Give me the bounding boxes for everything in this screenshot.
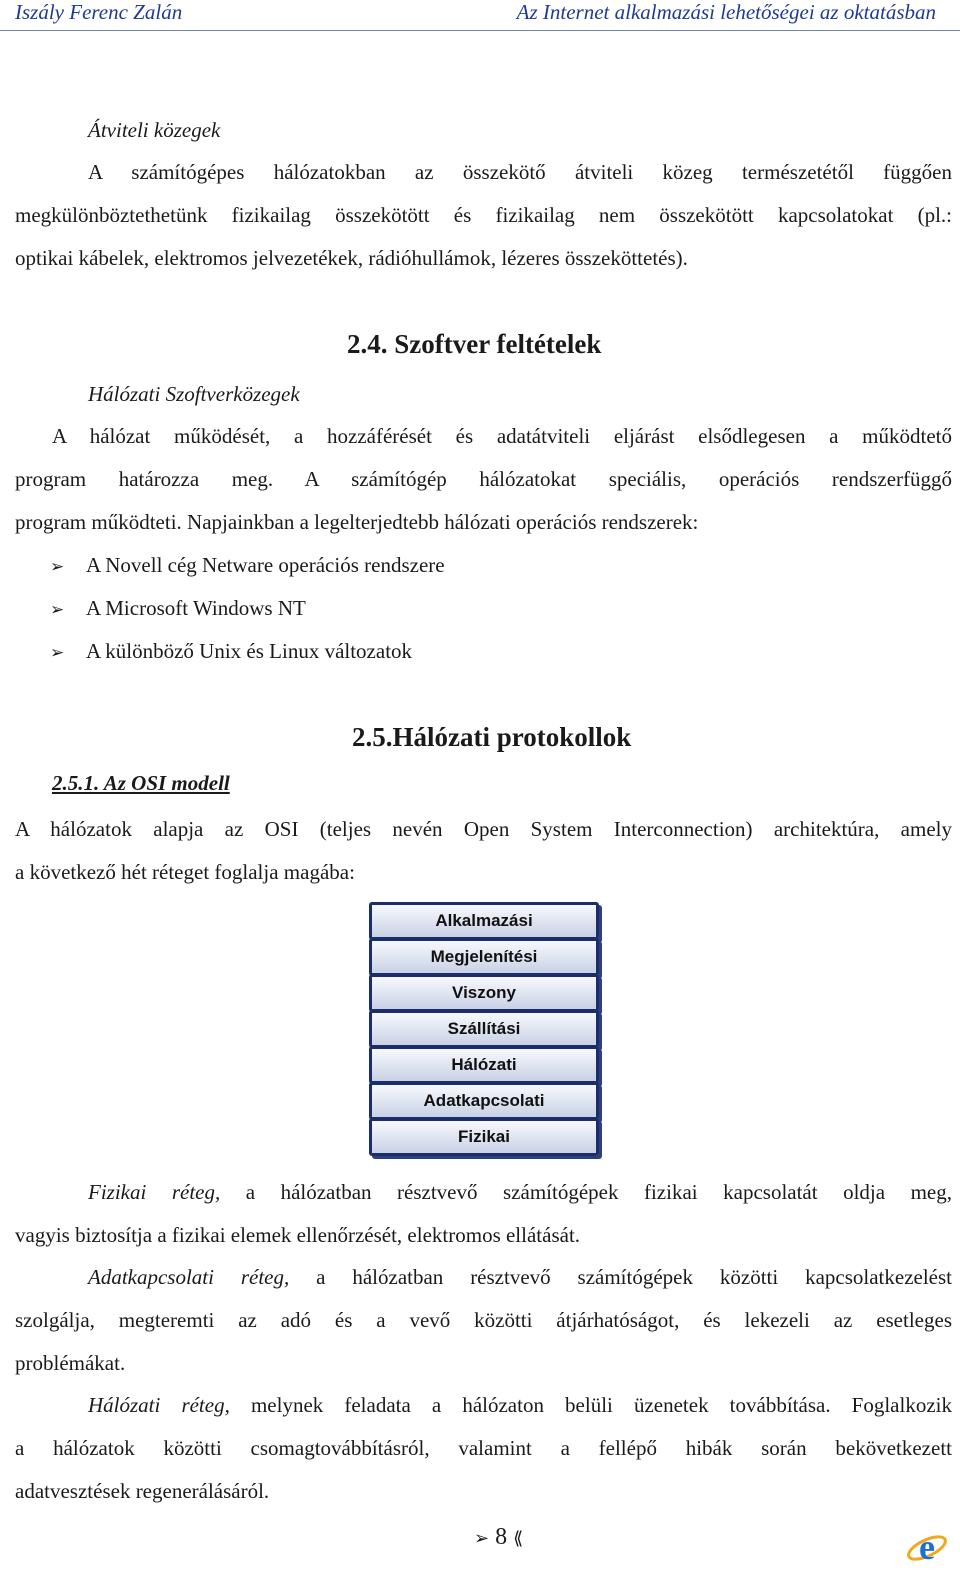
list-item: ➢ A Microsoft Windows NT	[50, 595, 306, 623]
page-number-footer	[474, 1524, 523, 1551]
transmission-heading: Átviteli közegek	[88, 118, 221, 142]
osi-layer-presentation: Megjelenítési	[369, 938, 599, 976]
transmission-line-3: optikai kábelek, elektromos jelvezetékek, rádióhullámok, lézeres összeköttetés).	[15, 246, 688, 270]
svg-text:e: e	[919, 1527, 935, 1567]
arrowhead-right-icon: ➢	[474, 1528, 490, 1549]
software-line-3: program működteti. Napjainkban a legelterjedtebb hálózati operációs rendszerek:	[15, 510, 699, 534]
list-item: ➢ A Novell cég Netware operációs rendszere	[50, 552, 445, 580]
physical-desc-line-2: vagyis biztosítja a fizikai elemek ellenőrzését, elektromos ellátását.	[15, 1223, 581, 1247]
physical-term: Fizikai réteg,	[88, 1180, 221, 1204]
protocols-line-1: A hálózatok alapja az OSI (teljes nevén Open System Interconnection) architektúra, amely	[15, 817, 952, 841]
physical-desc-line-1: Fizikai réteg, a hálózatban résztvevő számítógépek fizikai kapcsolatát oldja meg,	[88, 1180, 952, 1204]
osi-layer-diagram	[369, 902, 597, 1160]
software-line-2: program határozza meg. A számítógép hálózatokat speciális, operációs rendszerfüggő	[15, 467, 952, 491]
section-title-software: 2.4. Szoftver feltételek	[347, 329, 602, 359]
osi-layer-datalink: Adatkapcsolati	[369, 1082, 599, 1120]
datalink-desc-line-1: Adatkapcsolati réteg, a hálózatban résztvevő számítógépek közötti kapcsolatkezelést	[88, 1265, 953, 1289]
arrowhead-bullet-icon: ➢	[50, 557, 65, 577]
network-desc-line-2: a hálózatok közötti csomagtovábbításról, valamint a fellépő hibák során bekövetkezett	[15, 1436, 952, 1460]
transmission-line-2: megkülönböztethetünk fizikailag összekötött és fizikailag nem összekötött kapcsolatokat (pl.:	[15, 203, 952, 227]
arrowhead-bullet-icon: ➢	[50, 643, 65, 663]
page-header	[0, 0, 960, 31]
network-term: Hálózati réteg,	[88, 1393, 230, 1417]
datalink-term: Adatkapcsolati réteg,	[88, 1265, 290, 1289]
network-desc-line-1: Hálózati réteg, melynek feladata a hálózaton belüli üzenetek továbbítása. Foglalkozik	[88, 1393, 952, 1417]
software-line-1: A hálózat működését, a hozzáférését és adatátviteli eljárást elsődlegesen a működtető	[52, 424, 952, 448]
osi-layer-session: Viszony	[369, 974, 599, 1012]
header-title: Az Internet alkalmazási lehetőségei az oktatásban	[516, 0, 936, 24]
network-desc-line-3: adatvesztések regenerálásáról.	[15, 1479, 270, 1503]
internet-explorer-logo-icon	[905, 1525, 949, 1569]
page-number: 8	[495, 1524, 508, 1550]
arrowhead-bullet-icon: ➢	[50, 600, 65, 620]
subsection-title-osi: 2.5.1. Az OSI modell	[52, 771, 230, 795]
osi-layer-application: Alkalmazási	[369, 902, 599, 940]
osi-layer-network: Hálózati	[369, 1046, 599, 1084]
osi-layer-transport: Szállítási	[369, 1010, 599, 1048]
header-author: Iszály Ferenc Zalán	[15, 0, 183, 24]
datalink-desc-line-2: szolgálja, megteremti az adó és a vevő közötti átjárhatóságot, és lekezeli az esetleges	[15, 1308, 952, 1332]
osi-layer-physical: Fizikai	[369, 1118, 599, 1156]
protocols-line-2: a következő hét réteget foglalja magába:	[15, 860, 355, 884]
section-title-protocols: 2.5.Hálózati protokollok	[352, 722, 632, 752]
software-subheading: Hálózati Szoftverközegek	[88, 382, 300, 406]
arrowhead-left-icon: ⟪	[513, 1528, 524, 1549]
transmission-line-1: A számítógépes hálózatokban az összekötő átviteli közeg természetétől függően	[88, 160, 952, 184]
list-item: ➢ A különböző Unix és Linux változatok	[50, 638, 412, 666]
datalink-desc-line-3: problémákat.	[15, 1351, 126, 1375]
